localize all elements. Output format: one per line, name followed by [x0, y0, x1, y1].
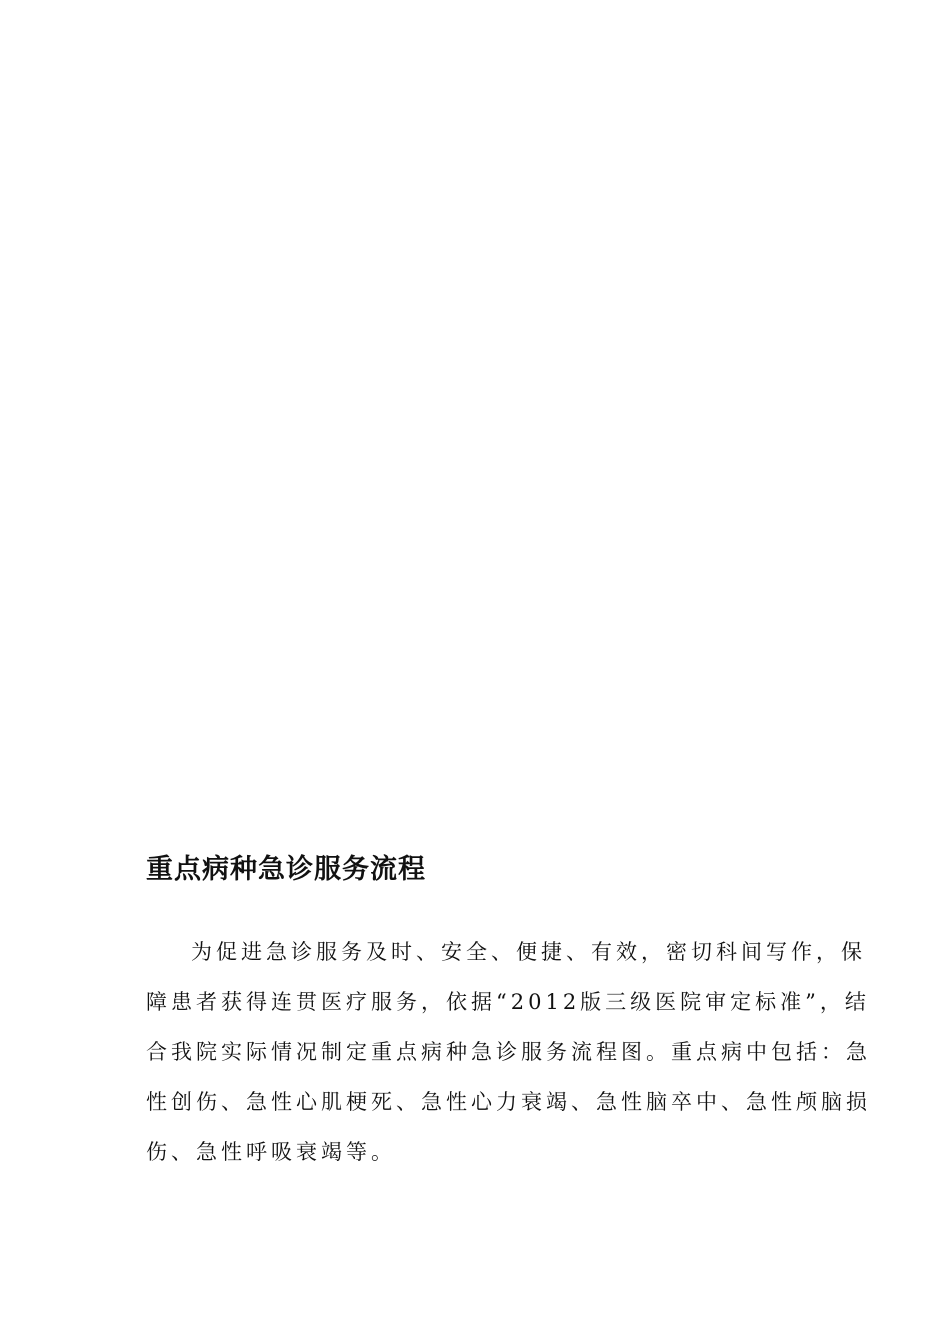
paragraph-line: 为促进急诊服务及时、安全、便捷、有效，密切科间写作，保 [191, 940, 866, 964]
paragraph-line: 障患者获得连贯医疗服务，依据“2012版三级医院审定标准”，结 [146, 990, 870, 1014]
paragraph-line: 性创伤、急性心肌梗死、急性心力衰竭、急性脑卒中、急性颅脑损 [146, 1090, 871, 1114]
document-paragraph [146, 927, 871, 1177]
paragraph-line: 伤、急性呼吸衰竭等。 [146, 1140, 396, 1164]
paragraph-line: 合我院实际情况制定重点病种急诊服务流程图。重点病中包括：急 [146, 1040, 871, 1064]
document-title: 重点病种急诊服务流程 [146, 854, 426, 885]
